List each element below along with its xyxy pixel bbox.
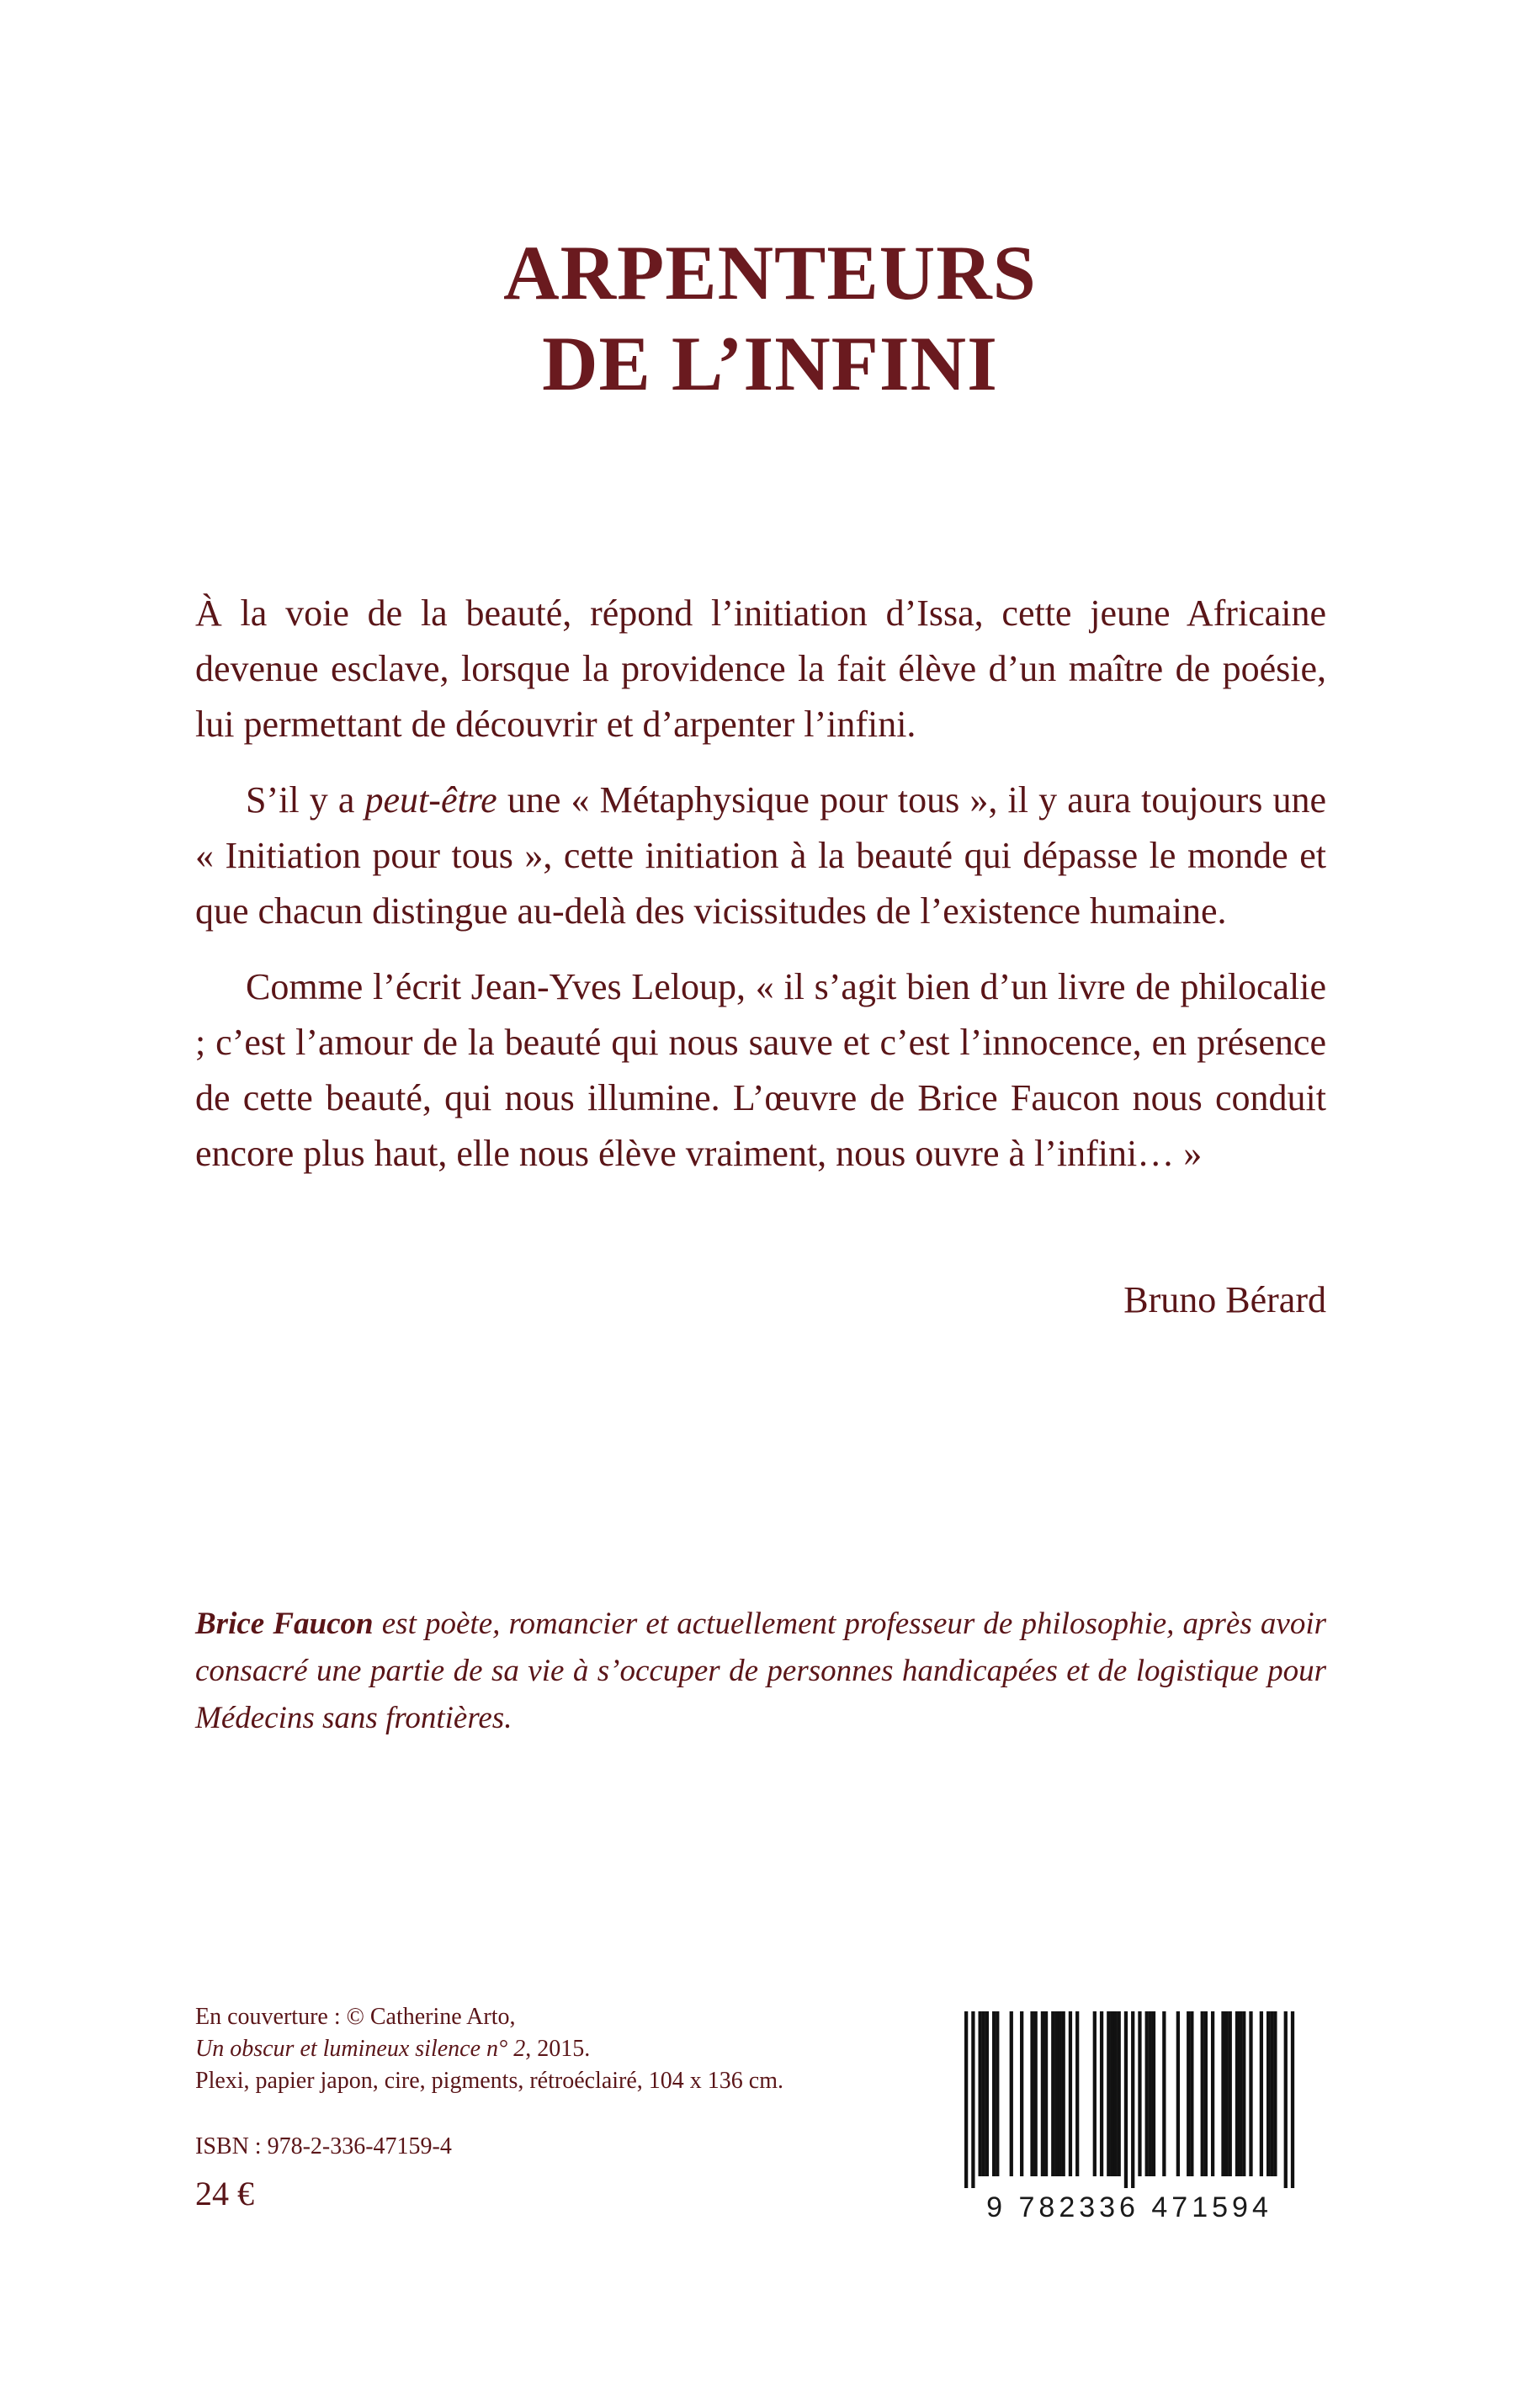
credits-line-2 [195, 2033, 783, 2065]
barcode-bar [1273, 2011, 1277, 2176]
artwork-year: , 2015. [525, 2036, 591, 2062]
barcode-bar [996, 2011, 999, 2176]
barcode-digits: 9 782336 471594 [986, 2191, 1272, 2223]
cover-credits [195, 2001, 783, 2097]
barcode-bar [1249, 2011, 1252, 2176]
price: 24 € [195, 2175, 254, 2212]
blurb-paragraph-1: À la voie de la beauté, répond l’initiation d’Issa, cette jeune Africaine devenue esclave, lorsque la providence la fait élève d’un maître de poésie, lui permettant de découvrir et d’arpenter l’infini. [195, 592, 1326, 745]
barcode-bar [1242, 2011, 1245, 2176]
barcode-bar [1187, 2011, 1190, 2176]
barcode-bar [1075, 2011, 1079, 2176]
barcode-bar [1138, 2011, 1141, 2176]
blurb-signature: Bruno Bérard [1123, 1279, 1326, 1320]
barcode-bars [946, 2011, 1313, 2188]
title-line-1: ARPENTEURS [503, 230, 1037, 316]
artwork-title: Un obscur et lumineux silence n° 2 [195, 2036, 526, 2062]
barcode-bar [1270, 2011, 1273, 2176]
credits-line-1: En couverture : © Catherine Arto, [195, 2004, 516, 2030]
isbn: ISBN : 978-2-336-47159-4 [195, 2133, 452, 2159]
barcode-bar [1069, 2011, 1072, 2176]
author-bio-text: est poète, romancier et actuellement professeur de philosophie, après avoir consacré une partie de sa vie à s’occuper de personnes handicapées et de logistique pour Médecins sans frontières. [195, 1607, 1326, 1735]
barcode-bar [1051, 2011, 1054, 2176]
barcode-bar [1152, 2011, 1155, 2176]
author-bio [195, 1601, 1326, 1742]
barcode-bar [1020, 2011, 1023, 2176]
barcode-bar [1093, 2011, 1097, 2176]
barcode-bar [1239, 2011, 1242, 2176]
book-title [0, 227, 1540, 409]
barcode-bar [1110, 2011, 1113, 2176]
barcode-bar [1058, 2011, 1061, 2176]
barcode-bar [964, 2011, 968, 2188]
barcode-bar [971, 2011, 974, 2188]
barcode-bar [1221, 2011, 1224, 2176]
barcode-bar [985, 2011, 989, 2176]
barcode-bar [1041, 2011, 1044, 2176]
barcode-bar [1107, 2011, 1110, 2176]
barcode-bar [1211, 2011, 1214, 2176]
title-line-2: DE L’INFINI [542, 321, 998, 406]
barcode-bar [1030, 2011, 1033, 2176]
barcode-bar [979, 2011, 982, 2176]
barcode-bar [1124, 2011, 1128, 2188]
barcode-bar [1118, 2011, 1121, 2176]
barcode-bar [1284, 2011, 1288, 2188]
barcode-bar [1113, 2011, 1117, 2176]
barcode-bar [1224, 2011, 1228, 2176]
barcode-bar [1190, 2011, 1193, 2176]
barcode-bar [1054, 2011, 1058, 2176]
barcode-bar [992, 2011, 996, 2176]
barcode-bar [1145, 2011, 1149, 2176]
barcode-bar [1162, 2011, 1166, 2176]
blurb-p2-emphasis: peut-être [364, 779, 497, 821]
barcode-bar [1010, 2011, 1013, 2176]
blurb-paragraph-2 [195, 773, 1326, 939]
barcode-bar [1100, 2011, 1103, 2176]
blurb [195, 586, 1326, 1202]
barcode-bar [1044, 2011, 1048, 2176]
barcode-bar [1267, 2011, 1270, 2176]
credits-line-3: Plexi, papier japon, cire, pigments, rétroéclairé, 104 x 136 cm. [195, 2068, 784, 2094]
barcode-bar [1229, 2011, 1232, 2176]
barcode-bar [1176, 2011, 1180, 2176]
barcode-bar [1062, 2011, 1065, 2176]
blurb-p2-start: S’il y a [246, 779, 365, 821]
author-name: Brice Faucon [195, 1607, 374, 1641]
barcode-bar [1034, 2011, 1038, 2176]
barcode-bar [1204, 2011, 1208, 2176]
blurb-paragraph-3: Comme l’écrit Jean-Yves Leloup, « il s’agit bien d’un livre de philocalie ; c’est l’amour de la beauté qui nous sauve et c’est l’innocence, en présence de cette beauté, qui nous illumine. L’œuvre de Brice Faucon nous conduit encore plus haut, elle nous élève vraiment, nous ouvre à l’infini… » [195, 966, 1326, 1174]
barcode-bar [1260, 2011, 1263, 2176]
barcode-bar [1291, 2011, 1294, 2188]
barcode-bar [1149, 2011, 1152, 2176]
barcode-bar [1201, 2011, 1204, 2176]
barcode-bar [1235, 2011, 1239, 2176]
barcode [946, 2011, 1313, 2223]
blurb-p2-rest: une « Métaphysique pour tous », il y aura toujours une « Initiation pour tous », cette initiation à la beauté qui dépasse le monde et que chacun distingue au-delà des vicissitudes de l’existence humaine. [195, 779, 1326, 932]
barcode-bar [1131, 2011, 1134, 2188]
barcode-bar [982, 2011, 985, 2176]
